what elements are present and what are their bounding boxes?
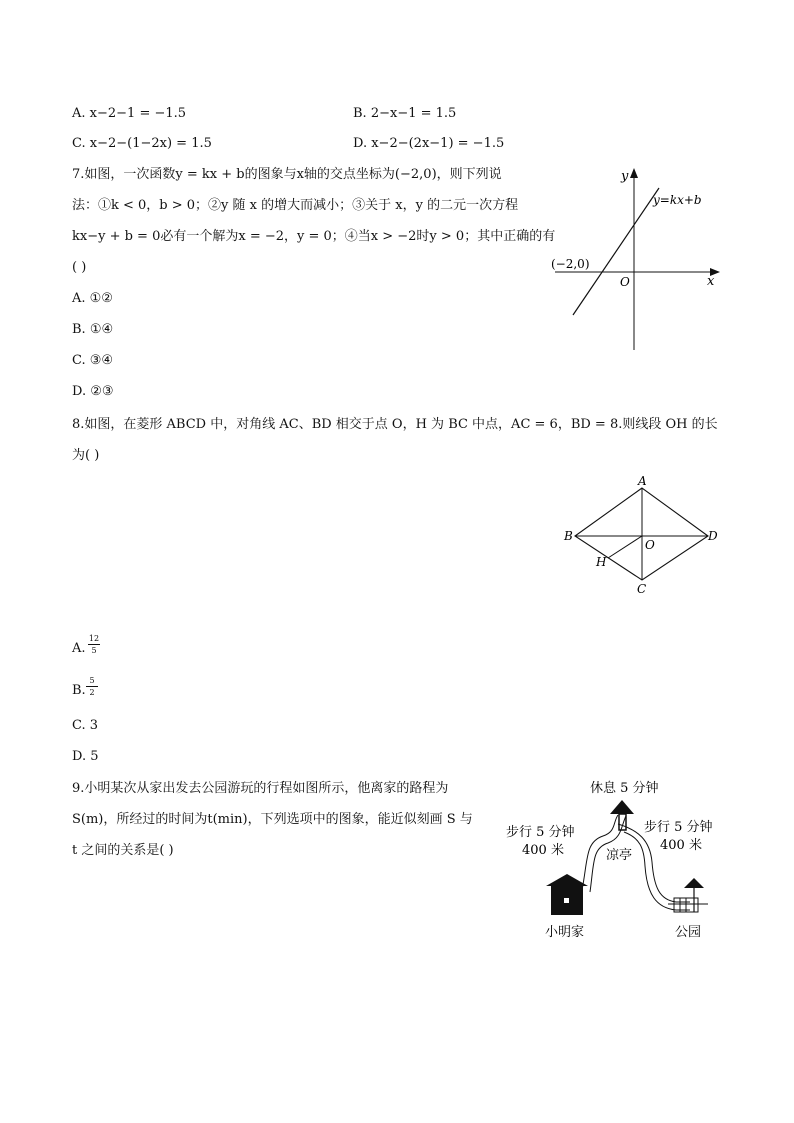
q7-stem-line-1: 7.如图，一次函数y = kx + b的图象与x轴的交点坐标为(−2,0)，则下列说	[72, 167, 502, 182]
rest-label: 休息 5 分钟	[590, 781, 659, 796]
function-line-label: y=kx+b	[653, 193, 702, 207]
home-roof-icon	[546, 874, 588, 886]
q8-option-b-prefix: B.	[72, 683, 86, 698]
walk-left-distance-label: 400 米	[522, 843, 564, 858]
origin-label: O	[620, 275, 630, 289]
pavilion-post-icon	[619, 814, 626, 830]
q8-option-c: C. 3	[72, 718, 99, 733]
function-line	[573, 188, 659, 315]
q7-option-c: C. ③④	[72, 353, 114, 368]
q7-answer-blank: ( )	[72, 260, 87, 275]
fraction-numerator: 5	[86, 676, 98, 687]
q8-option-a-fraction	[88, 634, 100, 655]
q7-option-a: A. ①②	[72, 291, 113, 306]
y-axis-label: y	[621, 169, 629, 184]
park-label: 公园	[675, 925, 702, 940]
q8-stem-line-2: 为( )	[72, 448, 100, 463]
q6-option-a: A. x−2−1 = −1.5	[72, 106, 187, 121]
intercept-point-label: (−2,0)	[551, 257, 590, 271]
q9-stem-line-2: S(m)，所经过的时间为t(min)，下列选项中的图象，能近似刻画 S 与	[72, 812, 473, 827]
road-to-park	[618, 824, 690, 902]
y-axis-arrow	[630, 168, 638, 178]
vertex-b-label: B	[564, 529, 573, 543]
q7-stem-line-2: 法：①k < 0，b > 0；②y 随 x 的增大而减小；③关于 x，y 的二元一次方程	[72, 198, 519, 213]
vertex-a-label: A	[638, 474, 647, 488]
q8-rhombus-figure	[555, 470, 730, 600]
q7-stem-line-3: kx−y + b = 0必有一个解为x = −2，y = 0；④当x > −2时y > 0；其中正确的有	[72, 229, 556, 244]
home-label: 小明家	[545, 925, 585, 940]
segment-oh	[608, 536, 642, 558]
q7-option-d: D. ②③	[72, 384, 114, 399]
x-axis-label: x	[707, 274, 715, 289]
q6-option-b: B. 2−x−1 = 1.5	[353, 106, 457, 121]
home-door-icon	[564, 898, 569, 903]
walk-left-duration-label: 步行 5 分钟	[506, 825, 575, 840]
center-o-label: O	[645, 538, 655, 552]
q9-stem-line-3: t 之间的关系是( )	[72, 843, 174, 858]
q8-option-a-prefix: A.	[72, 641, 86, 656]
walk-right-duration-label: 步行 5 分钟	[644, 820, 713, 835]
q8-option-d: D. 5	[72, 749, 99, 764]
q9-stem-line-1: 9.小明某次从家出发去公园游玩的行程如图所示，他离家的路程为	[72, 781, 449, 796]
pavilion-roof-icon	[610, 800, 634, 814]
fraction-denominator: 5	[91, 646, 97, 655]
fraction-numerator: 12	[88, 634, 100, 643]
walk-right-distance-label: 400 米	[660, 838, 702, 853]
vertex-d-label: D	[708, 529, 718, 543]
q7-option-b: B. ①④	[72, 322, 114, 337]
q8-option-b-fraction	[86, 676, 98, 697]
q6-option-d: D. x−2−(2x−1) = −1.5	[353, 136, 505, 151]
vertex-c-label: C	[637, 582, 647, 596]
park-roof-icon	[684, 878, 704, 888]
fraction-denominator: 2	[89, 688, 95, 697]
q8-stem-line-1: 8.如图，在菱形 ABCD 中，对角线 AC、BD 相交于点 O，H 为 BC 中点，AC = 6，BD = 8.则线段 OH 的长	[72, 417, 718, 432]
q9-route-figure	[500, 770, 740, 950]
pavilion-label: 凉亭	[606, 848, 633, 863]
q7-graph-figure	[545, 160, 735, 355]
q6-option-c: C. x−2−(1−2x) = 1.5	[72, 136, 212, 151]
midpoint-h-label: H	[596, 555, 607, 569]
